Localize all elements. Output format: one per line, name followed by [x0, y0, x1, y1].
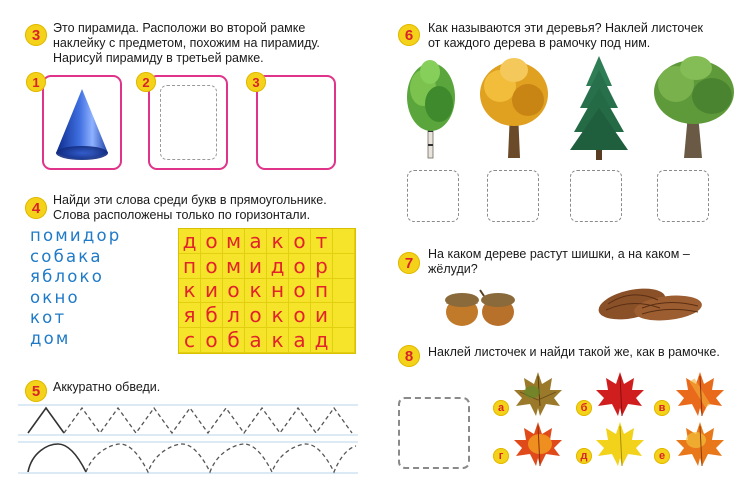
grid-cell[interactable]: д: [311, 328, 333, 353]
grid-cell[interactable]: [333, 229, 355, 254]
oak-tree-icon: [650, 52, 740, 162]
grid-cell[interactable]: н: [267, 279, 289, 304]
grid-cell[interactable]: о: [289, 254, 311, 279]
task-4-instructions: [53, 193, 327, 223]
grid-cell[interactable]: л: [223, 303, 245, 328]
task-8-instructions: Наклей листочек и найди такой же, как в рамочке.: [428, 345, 720, 359]
frame-number-2: 2: [136, 72, 156, 92]
grid-cell[interactable]: м: [223, 254, 245, 279]
word-item: помидор: [30, 226, 122, 245]
task-number-5: 5: [25, 380, 47, 402]
leaf-dropzone-3[interactable]: [570, 170, 622, 222]
tracing-area[interactable]: [18, 402, 358, 482]
leaf-label-d[interactable]: д: [576, 448, 592, 464]
task-7-line: жёлуди?: [428, 262, 478, 276]
grid-cell[interactable]: а: [289, 328, 311, 353]
grid-cell[interactable]: [333, 254, 355, 279]
grid-cell[interactable]: о: [245, 303, 267, 328]
grid-cell[interactable]: о: [223, 279, 245, 304]
spruce-tree-icon: [564, 52, 634, 162]
task-7-line: На каком дереве растут шишки, а на каком –: [428, 247, 690, 261]
autumn-tree-icon: [474, 52, 554, 162]
word-item: яблоко: [30, 267, 105, 286]
leaf-sticker-frame[interactable]: [398, 397, 470, 469]
frame-number-3: 3: [246, 72, 266, 92]
task-3-line: наклейку с предметом, похожим на пирамиду.: [53, 36, 320, 50]
word-item: собака: [30, 246, 103, 266]
cone-icon: [42, 75, 122, 170]
frame-number-1: 1: [26, 72, 46, 92]
grid-cell[interactable]: [333, 303, 355, 328]
grid-cell[interactable]: т: [311, 229, 333, 254]
grid-cell[interactable]: к: [245, 279, 267, 304]
grid-cell[interactable]: я: [179, 303, 201, 328]
grid-cell[interactable]: и: [201, 279, 223, 304]
task-6-line: от каждого дерева в рамочку под ним.: [428, 36, 651, 50]
grid-cell[interactable]: д: [267, 254, 289, 279]
sticker-placeholder[interactable]: [160, 85, 217, 160]
task-4-line: Найди эти слова среди букв в прямоугольнике.: [53, 193, 327, 207]
grid-cell[interactable]: м: [223, 229, 245, 254]
letter-grid[interactable]: [178, 228, 356, 354]
leaf-label-e[interactable]: е: [654, 448, 670, 464]
word-item: дом: [30, 328, 71, 348]
grid-cell[interactable]: и: [311, 303, 333, 328]
leaf-dropzone-2[interactable]: [487, 170, 539, 222]
frame-1-pyramid: [42, 75, 122, 170]
grid-cell[interactable]: о: [201, 229, 223, 254]
acorns-icon: [440, 282, 530, 332]
maple-leaf-icon[interactable]: [592, 420, 648, 470]
grid-cell[interactable]: о: [201, 254, 223, 279]
grid-cell[interactable]: о: [289, 279, 311, 304]
grid-cell[interactable]: о: [289, 303, 311, 328]
leaf-dropzone-4[interactable]: [657, 170, 709, 222]
grid-cell[interactable]: с: [179, 328, 201, 353]
task-4-line: Слова расположены только по горизонтали.: [53, 208, 311, 222]
grid-cell[interactable]: б: [223, 328, 245, 353]
grid-cell[interactable]: к: [267, 328, 289, 353]
task-number-7: 7: [398, 252, 420, 274]
grid-cell[interactable]: к: [267, 303, 289, 328]
grid-cell[interactable]: а: [245, 229, 267, 254]
maple-leaf-icon[interactable]: [672, 370, 728, 420]
grid-cell[interactable]: р: [311, 254, 333, 279]
leaf-label-g[interactable]: г: [493, 448, 509, 464]
grid-cell[interactable]: [333, 279, 355, 304]
grid-cell[interactable]: о: [289, 229, 311, 254]
pinecones-icon: [598, 278, 708, 328]
grid-cell[interactable]: о: [201, 328, 223, 353]
grid-cell[interactable]: к: [179, 279, 201, 304]
word-list: [30, 226, 121, 349]
maple-leaf-icon[interactable]: [510, 420, 566, 470]
frame-3-draw[interactable]: [256, 75, 336, 170]
zigzag-solid: [28, 408, 64, 433]
task-3-line: Это пирамида. Расположи во второй рамке: [53, 21, 306, 35]
birch-tree-icon: [397, 52, 467, 162]
task-7-instructions: [428, 247, 690, 277]
task-number-8: 8: [398, 345, 420, 367]
frame-2-sticker[interactable]: [148, 75, 228, 170]
task-3-line: Нарисуй пирамиду в третьей рамке.: [53, 51, 264, 65]
task-6-line: Как называются эти деревья? Наклей листочек: [428, 21, 704, 35]
word-item: кот: [30, 308, 67, 327]
zigzag-dashed[interactable]: [64, 408, 352, 433]
leaf-label-v[interactable]: в: [654, 400, 670, 416]
task-number-6: 6: [398, 24, 420, 46]
wave-solid: [28, 444, 86, 472]
task-5-instructions: Аккуратно обведи.: [53, 380, 161, 394]
leaf-dropzone-1[interactable]: [407, 170, 459, 222]
grid-cell[interactable]: б: [201, 303, 223, 328]
task-number-3: 3: [25, 24, 47, 46]
task-number-4: 4: [25, 197, 47, 219]
leaf-label-b[interactable]: б: [576, 400, 592, 416]
leaf-label-a[interactable]: а: [493, 400, 509, 416]
maple-leaf-icon[interactable]: [592, 370, 648, 420]
grid-cell[interactable]: к: [267, 229, 289, 254]
grid-cell[interactable]: а: [245, 328, 267, 353]
grid-cell[interactable]: п: [311, 279, 333, 304]
wave-dashed[interactable]: [86, 444, 356, 472]
grid-cell[interactable]: и: [245, 254, 267, 279]
maple-leaf-icon[interactable]: [672, 420, 728, 470]
task-6-instructions: [428, 21, 703, 51]
task-3-instructions: [53, 21, 320, 66]
grid-cell[interactable]: п: [179, 254, 201, 279]
grid-cell[interactable]: [333, 328, 355, 353]
word-item: окно: [30, 287, 80, 307]
grid-cell[interactable]: д: [179, 229, 201, 254]
maple-leaf-icon[interactable]: [510, 370, 566, 420]
